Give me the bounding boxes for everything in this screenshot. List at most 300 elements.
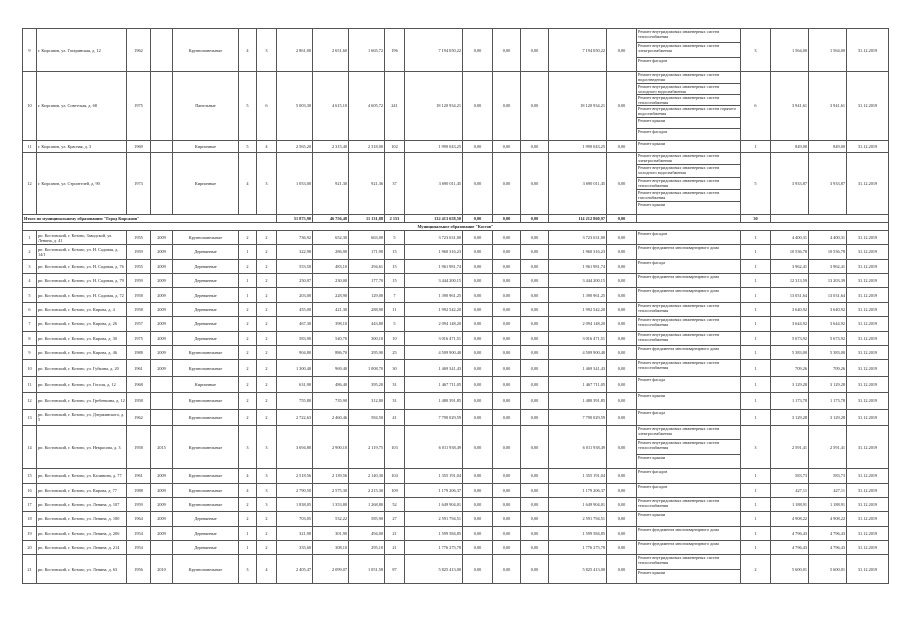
- fund-cell-1: 0,00: [463, 317, 493, 331]
- work-item: Ремонт внутридомовых инженерных систем газоснабжения: [637, 190, 740, 202]
- living-area-cell: 308,10: [313, 541, 349, 555]
- deadline-cell: 31.12.2019: [847, 259, 889, 273]
- fund-cell-2: 0,00: [493, 526, 521, 540]
- other-cost-cell: 0,00: [607, 555, 637, 584]
- section-total-area: 51 875,90: [277, 214, 313, 222]
- deadline-cell: 31.12.2019: [847, 555, 889, 584]
- section-total-label: Итого по муниципальному образованию "Город Кирсанов": [23, 214, 277, 222]
- other-cost-cell: 0,00: [607, 425, 637, 468]
- fund-cell-2: 0,00: [493, 409, 521, 425]
- owners-cost-cell: 1 990 043,25: [549, 140, 607, 152]
- owners-cost-cell: 5 825 413,00: [549, 555, 607, 584]
- renovation-year-cell: [151, 541, 173, 555]
- wall-material-cell: Деревянные: [173, 526, 239, 540]
- entrances-cell: 2: [257, 245, 277, 259]
- unit-cost-cell: 4 400,31: [771, 230, 809, 244]
- row-number: 12: [23, 393, 37, 409]
- unit-cost-cell: 3 129,28: [771, 376, 809, 392]
- table-row: [23, 376, 889, 392]
- build-year-cell: 1956: [127, 555, 151, 584]
- total-area-cell: 322,98: [277, 245, 313, 259]
- deadline-cell: 31.12.2019: [847, 409, 889, 425]
- floors-cell: 1: [239, 541, 257, 555]
- other-cost-cell: 0,00: [607, 512, 637, 526]
- works-cell: [637, 360, 741, 376]
- renovation-year-cell: [151, 393, 173, 409]
- common-area-cell: 663,00: [349, 230, 385, 244]
- works-cell: [637, 245, 741, 259]
- total-area-cell: 904,80: [277, 345, 313, 359]
- works-count-cell: 1: [741, 526, 771, 540]
- address-cell: рп. Костовский, г. Котово, ул. Кирова, д. 46: [37, 345, 127, 359]
- address-cell: рп. Костовский, г. Котово, ул. Некрасова, д. 3: [37, 425, 127, 468]
- fund-cell-3: 0,00: [521, 274, 549, 288]
- unit-cost-cell: 3 644,92: [771, 317, 809, 331]
- unit-cost-cell: 3 941,61: [771, 72, 809, 140]
- fund-cell-1: 0,00: [463, 140, 493, 152]
- other-cost-cell: 0,00: [607, 360, 637, 376]
- works-count-cell: 1: [741, 274, 771, 288]
- unit-cost-cell: 1 173,78: [771, 393, 809, 409]
- works-count-cell: 1: [741, 259, 771, 273]
- total-area-cell: 736,92: [277, 230, 313, 244]
- living-area-cell: 4 615,10: [313, 72, 349, 140]
- total-cost-cell: 18 120 934,21: [405, 72, 463, 140]
- wall-material-cell: Кирпичные: [173, 140, 239, 152]
- work-item: Ремонт внутридомовых инженерных систем теплоснабжения: [638, 360, 720, 371]
- fund-cell-2: 0,00: [493, 360, 521, 376]
- living-area-cell: 301,90: [313, 526, 349, 540]
- row-number: 11: [23, 376, 37, 392]
- build-year-cell: 1973: [127, 152, 151, 214]
- row-number: 10: [23, 360, 37, 376]
- work-item: Ремонт внутридомовых инженерных систем теплоснабжения: [638, 302, 720, 313]
- deadline-cell: 31.12.2019: [847, 331, 889, 345]
- row-number: 9: [23, 29, 37, 72]
- owners-cost-cell: 3 723 631,00: [549, 230, 607, 244]
- floors-cell: 1: [239, 274, 257, 288]
- renovation-year-cell: [151, 409, 173, 425]
- unit-cost-cell: 10 536,78: [771, 245, 809, 259]
- total-area-cell: 1 300,40: [277, 360, 313, 376]
- wall-material-cell: Кирпичные: [173, 152, 239, 214]
- other-cost-cell: 0,00: [607, 469, 637, 483]
- work-item: Ремонт внутридомовых инженерных систем электроснабжения: [637, 426, 740, 440]
- deadline-cell: 31.12.2019: [847, 345, 889, 359]
- municipality-header-row: [23, 222, 889, 230]
- works-cell: [637, 288, 741, 302]
- other-cost-cell: 0,00: [607, 29, 637, 72]
- fund-cell-1: 0,00: [463, 512, 493, 526]
- entrances-cell: 2: [257, 274, 277, 288]
- living-area-cell: 2 139,56: [313, 469, 349, 483]
- works-cell: [637, 331, 741, 345]
- work-item: Ремонт фасада: [638, 409, 666, 415]
- total-area-cell: 5 003,30: [277, 72, 313, 140]
- deadline-cell: 31.12.2019: [847, 29, 889, 72]
- address-cell: г. Кирсанов, ул. Красная, д. 3: [37, 140, 127, 152]
- fund-cell-2: 0,00: [493, 555, 521, 584]
- living-area-cell: 230,00: [313, 274, 349, 288]
- renovation-year-cell: 2009: [151, 245, 173, 259]
- build-year-cell: 1962: [127, 29, 151, 72]
- unit-cost-cell: 3 962,41: [771, 259, 809, 273]
- deadline-cell: 31.12.2019: [847, 541, 889, 555]
- owners-cost-cell: 3 016 471,51: [549, 331, 607, 345]
- entrances-cell: 2: [257, 360, 277, 376]
- wall-material-cell: Крупнопанельные: [173, 469, 239, 483]
- owners-cost-cell: 4 509 900,40: [549, 345, 607, 359]
- renovation-year-cell: 2009: [151, 317, 173, 331]
- build-year-cell: 1988: [127, 483, 151, 497]
- total-cost-cell: 1 480 391,85: [405, 393, 463, 409]
- work-item: Ремонт фундамента многоквартирного дома: [638, 541, 719, 547]
- work-item: Ремонт фундамента многоквартирного дома: [638, 288, 719, 294]
- common-area-cell: 129,00: [349, 288, 385, 302]
- table-row: [23, 393, 889, 409]
- living-area-cell: 921,30: [313, 152, 349, 214]
- floors-cell: 2: [239, 345, 257, 359]
- unit-cost-cell: 4 796,43: [771, 526, 809, 540]
- address-cell: рп. Костовский, г. Котово, ул. Ленина, д. 180: [37, 512, 127, 526]
- total-area-cell: 1 838,05: [277, 497, 313, 511]
- max-unit-cost-cell: 3 941,61: [809, 72, 847, 140]
- unit-cost-cell: 4 908,22: [771, 512, 809, 526]
- other-cost-cell: 0,00: [607, 288, 637, 302]
- floors-cell: 2: [239, 497, 257, 511]
- table-row: [23, 526, 889, 540]
- unit-cost-cell: 13 031,64: [771, 288, 809, 302]
- entrances-cell: 3: [257, 425, 277, 468]
- section-total-tail: [771, 214, 889, 222]
- work-item: Ремонт крыши: [638, 569, 666, 575]
- common-area-cell: 1 051,58: [349, 555, 385, 584]
- owners-cost-cell: 1 390 961,25: [549, 288, 607, 302]
- common-area-cell: 2 140,30: [349, 469, 385, 483]
- living-area-cell: 540,70: [313, 331, 349, 345]
- build-year-cell: 1961: [127, 469, 151, 483]
- fund-cell-2: 0,00: [493, 483, 521, 497]
- row-number: 10: [23, 72, 37, 140]
- table-row: [23, 288, 889, 302]
- total-area-cell: 321,90: [277, 526, 313, 540]
- wall-material-cell: Крупнопанельные: [173, 345, 239, 359]
- deadline-cell: 31.12.2019: [847, 393, 889, 409]
- renovation-year-cell: [151, 152, 173, 214]
- fund-cell-3: 0,00: [521, 555, 549, 584]
- renovation-year-cell: 2009: [151, 512, 173, 526]
- fund-cell-3: 0,00: [521, 230, 549, 244]
- fund-cell-3: 0,00: [521, 393, 549, 409]
- address-cell: рп. Костовский, г. Котово, ул. Калинина, д. 77: [37, 469, 127, 483]
- table-row: [23, 409, 889, 425]
- renovation-year-cell: 2009: [151, 483, 173, 497]
- works-count-cell: 1: [741, 140, 771, 152]
- deadline-cell: 31.12.2019: [847, 140, 889, 152]
- work-item: Ремонт внутридомовых инженерных систем теплоснабжения: [638, 317, 720, 328]
- residents-cell: 31: [385, 393, 405, 409]
- unit-cost-cell: 427,11: [771, 483, 809, 497]
- residents-cell: 37: [385, 152, 405, 214]
- work-item: Ремонт крыши: [638, 512, 666, 518]
- capital-repair-register-table: [22, 28, 889, 584]
- address-cell: г. Кирсанов, ул. Советская, д. 68: [37, 72, 127, 140]
- works-cell: [637, 29, 741, 72]
- other-cost-cell: 0,00: [607, 317, 637, 331]
- address-cell: рп. Костовский, г. Котово, ул. Кирова, д. 77: [37, 483, 127, 497]
- renovation-year-cell: [151, 140, 173, 152]
- residents-cell: 31: [385, 376, 405, 392]
- fund-cell-3: 0,00: [521, 29, 549, 72]
- residents-cell: 21: [385, 541, 405, 555]
- wall-material-cell: Деревянные: [173, 259, 239, 273]
- living-area-cell: 532,22: [313, 512, 349, 526]
- other-cost-cell: 0,00: [607, 72, 637, 140]
- work-item: Ремонт фасадов: [638, 483, 668, 489]
- work-item: Ремонт крыши: [638, 393, 666, 399]
- build-year-cell: 1962: [127, 409, 151, 425]
- residents-cell: 102: [385, 140, 405, 152]
- fund-cell-1: 0,00: [463, 376, 493, 392]
- fund-cell-1: 0,00: [463, 497, 493, 511]
- common-area-cell: 2 119,75: [349, 425, 385, 468]
- other-cost-cell: 0,00: [607, 259, 637, 273]
- section-total-works-empty: [637, 214, 741, 222]
- total-cost-cell: 1 776 275,78: [405, 541, 463, 555]
- work-item: Ремонт фундамента многоквартирного дома: [638, 245, 719, 251]
- other-cost-cell: 0,00: [607, 230, 637, 244]
- address-cell: рп. Костовский, г. Котово, ул. Н. Садовая, д. 79: [37, 274, 127, 288]
- works-count-cell: 1: [741, 469, 771, 483]
- unit-cost-cell: 3 933,87: [771, 152, 809, 214]
- fund-cell-2: 0,00: [493, 288, 521, 302]
- works-count-cell: 5: [741, 152, 771, 214]
- floors-cell: 2: [239, 376, 257, 392]
- work-item: Ремонт крыши: [638, 140, 666, 146]
- max-unit-cost-cell: 3 129,28: [809, 409, 847, 425]
- build-year-cell: 1968: [127, 376, 151, 392]
- owners-cost-cell: 1 355 191,04: [549, 469, 607, 483]
- floors-cell: 2: [239, 393, 257, 409]
- living-area-cell: 483,10: [313, 259, 349, 273]
- works-cell: [637, 541, 741, 555]
- work-item: Ремонт внутридомовых инженерных систем теплоснабжения: [637, 440, 740, 454]
- total-area-cell: 455,00: [277, 302, 313, 316]
- deadline-cell: 31.12.2019: [847, 425, 889, 468]
- common-area-cell: 295,10: [349, 541, 385, 555]
- works-count-cell: 1: [741, 331, 771, 345]
- living-area-cell: 1 353,80: [313, 497, 349, 511]
- fund-cell-3: 0,00: [521, 512, 549, 526]
- entrances-cell: 2: [257, 302, 277, 316]
- renovation-year-cell: 2009: [151, 469, 173, 483]
- max-unit-cost-cell: 4 796,43: [809, 541, 847, 555]
- fund-cell-2: 0,00: [493, 469, 521, 483]
- row-number: 12: [23, 152, 37, 214]
- renovation-year-cell: 2009: [151, 274, 173, 288]
- renovation-year-cell: 2009: [151, 288, 173, 302]
- works-count-cell: 3: [741, 29, 771, 72]
- row-number: 7: [23, 317, 37, 331]
- work-item: Ремонт внутридомовых инженерных систем теплоснабжения: [637, 178, 740, 190]
- fund-cell-1: 0,00: [463, 230, 493, 244]
- entrances-cell: 4: [257, 555, 277, 584]
- other-cost-cell: 0,00: [607, 393, 637, 409]
- common-area-cell: 2 318,00: [349, 140, 385, 152]
- fund-cell-1: 0,00: [463, 245, 493, 259]
- fund-cell-1: 0,00: [463, 360, 493, 376]
- residents-cell: 11: [385, 302, 405, 316]
- total-cost-cell: 1 355 191,04: [405, 469, 463, 483]
- entrances-cell: 2: [257, 230, 277, 244]
- table-row: [23, 425, 889, 468]
- fund-cell-1: 0,00: [463, 302, 493, 316]
- works-cell: [637, 230, 741, 244]
- max-unit-cost-cell: 10 536,78: [809, 245, 847, 259]
- total-cost-cell: 2 094 148,20: [405, 317, 463, 331]
- table-row: [23, 230, 889, 244]
- wall-material-cell: Панельные: [173, 72, 239, 140]
- row-number: 5: [23, 288, 37, 302]
- fund-cell-1: 0,00: [463, 469, 493, 483]
- build-year-cell: 1954: [127, 526, 151, 540]
- fund-cell-3: 0,00: [521, 376, 549, 392]
- row-number: 13: [23, 409, 37, 425]
- work-item: Ремонт фундамента многоквартирного дома: [638, 526, 719, 532]
- total-cost-cell: 4 509 900,40: [405, 345, 463, 359]
- living-area-cell: 2 099,07: [313, 555, 349, 584]
- max-unit-cost-cell: 4 796,43: [809, 526, 847, 540]
- work-item: Ремонт внутридомовых инженерных систем водоотведения: [637, 72, 740, 83]
- floors-cell: 4: [239, 29, 257, 72]
- max-unit-cost-cell: 3 933,87: [809, 152, 847, 214]
- unit-cost-cell: 583,73: [771, 469, 809, 483]
- address-cell: рп. Костовский, г. Котово, ул. Кирова, д. 4: [37, 302, 127, 316]
- other-cost-cell: 0,00: [607, 331, 637, 345]
- total-cost-cell: 1 992 542,20: [405, 302, 463, 316]
- renovation-year-cell: 2015: [151, 425, 173, 468]
- work-item: Ремонт крыши: [638, 454, 666, 460]
- address-cell: рп. Костовский, г. Котово, ул. Кирова, д. 30: [37, 331, 127, 345]
- fund-cell-1: 0,00: [463, 29, 493, 72]
- entrances-cell: 2: [257, 288, 277, 302]
- fund-cell-2: 0,00: [493, 274, 521, 288]
- residents-cell: 21: [385, 526, 405, 540]
- renovation-year-cell: 2009: [151, 360, 173, 376]
- table-row: [23, 29, 889, 72]
- floors-cell: 2: [239, 409, 257, 425]
- other-cost-cell: 0,00: [607, 483, 637, 497]
- fund-cell-3: 0,00: [521, 469, 549, 483]
- fund-cell-1: 0,00: [463, 541, 493, 555]
- work-item: Ремонт внутридомовых инженерных систем горячего водоснабжения: [637, 106, 740, 117]
- wall-material-cell: Крупнопанельные: [173, 409, 239, 425]
- owners-cost-cell: 1 961 981,74: [549, 259, 607, 273]
- row-number: 4: [23, 274, 37, 288]
- row-number: 1: [23, 230, 37, 244]
- work-item: Ремонт внутридомовых инженерных систем теплоснабжения: [637, 555, 740, 569]
- owners-cost-cell: 1 649 904,01: [549, 497, 607, 511]
- row-number: 19: [23, 526, 37, 540]
- fund-cell-3: 0,00: [521, 331, 549, 345]
- fund-cell-3: 0,00: [521, 140, 549, 152]
- fund-cell-3: 0,00: [521, 526, 549, 540]
- row-number: 9: [23, 345, 37, 359]
- table-row: [23, 302, 889, 316]
- work-item: Ремонт фундамента многоквартирного дома: [638, 345, 719, 351]
- wall-material-cell: Крупнопанельные: [173, 497, 239, 511]
- owners-cost-cell: 1 467 711,05: [549, 376, 607, 392]
- fund-cell-3: 0,00: [521, 360, 549, 376]
- residents-cell: 52: [385, 497, 405, 511]
- works-cell: [637, 393, 741, 409]
- common-area-cell: 2 215,30: [349, 483, 385, 497]
- renovation-year-cell: 2010: [151, 555, 173, 584]
- works-cell: [637, 526, 741, 540]
- works-cell: [637, 72, 741, 140]
- fund-cell-1: 0,00: [463, 555, 493, 584]
- residents-cell: 87: [385, 555, 405, 584]
- entrances-cell: 4: [257, 140, 277, 152]
- deadline-cell: 31.12.2019: [847, 483, 889, 497]
- floors-cell: 4: [239, 469, 257, 483]
- common-area-cell: 295,90: [349, 345, 385, 359]
- residents-cell: 109: [385, 483, 405, 497]
- wall-material-cell: Деревянные: [173, 245, 239, 259]
- common-area-cell: 177,70: [349, 274, 385, 288]
- residents-cell: 104: [385, 469, 405, 483]
- owners-cost-cell: 1 179 206,37: [549, 483, 607, 497]
- total-area-cell: 3 694,80: [277, 425, 313, 468]
- work-item: Ремонт внутридомовых инженерных систем электроснабжения: [637, 153, 740, 165]
- section-total-f4: 0,00: [607, 214, 637, 222]
- fund-cell-1: 0,00: [463, 393, 493, 409]
- total-cost-cell: 1 179 206,37: [405, 483, 463, 497]
- fund-cell-1: 0,00: [463, 259, 493, 273]
- address-cell: рп. Костовский, г. Котово, ул. Гоголя, д. 12: [37, 376, 127, 392]
- total-area-cell: 755,80: [277, 393, 313, 409]
- owners-cost-cell: 2 094 148,20: [549, 317, 607, 331]
- work-item: Ремонт внутридомовых инженерных систем теплоснабжения: [638, 497, 720, 508]
- fund-cell-3: 0,00: [521, 497, 549, 511]
- address-cell: рп. Костовский, г. Котово, ул. Дзержинского, д. 5: [37, 409, 127, 425]
- max-unit-cost-cell: 4 908,22: [809, 512, 847, 526]
- floors-cell: 2: [239, 331, 257, 345]
- max-unit-cost-cell: 5 383,00: [809, 345, 847, 359]
- common-area-cell: 4 605,72: [349, 72, 385, 140]
- work-item: Ремонт внутридомовых инженерных систем холодного водоснабжения: [637, 165, 740, 177]
- deadline-cell: 31.12.2019: [847, 376, 889, 392]
- work-item: Ремонт внутридомовых инженерных систем теплоснабжения: [637, 95, 740, 106]
- address-cell: г. Кирсанов, ул. Гагаринская, д. 12: [37, 29, 127, 72]
- table-row: [23, 483, 889, 497]
- living-area-cell: 2 651,60: [313, 29, 349, 72]
- residents-cell: 15: [385, 259, 405, 273]
- common-area-cell: 312,80: [349, 393, 385, 409]
- build-year-cell: 1955: [127, 230, 151, 244]
- build-year-cell: 1961: [127, 360, 151, 376]
- work-item: Ремонт внутридомовых инженерных систем теплоснабжения: [638, 331, 720, 342]
- deadline-cell: 31.12.2019: [847, 230, 889, 244]
- build-year-cell: 1955: [127, 259, 151, 273]
- wall-material-cell: Деревянные: [173, 512, 239, 526]
- unit-cost-cell: 1 188,91: [771, 497, 809, 511]
- fund-cell-2: 0,00: [493, 512, 521, 526]
- fund-cell-1: 0,00: [463, 483, 493, 497]
- fund-cell-3: 0,00: [521, 152, 549, 214]
- section-total-people: 2 153: [385, 214, 405, 222]
- section-total-f2: 0,00: [493, 214, 521, 222]
